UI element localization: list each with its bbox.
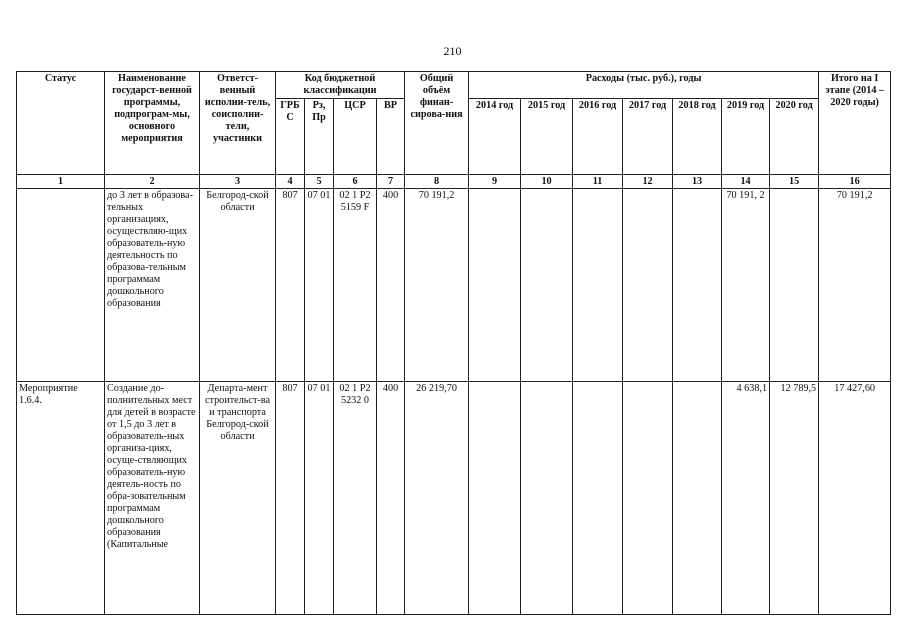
- header-rz-pr: Рз, Пр: [305, 99, 334, 175]
- column-number: 12: [623, 175, 673, 189]
- header-vr: ВР: [377, 99, 405, 175]
- column-number: 5: [305, 175, 334, 189]
- header-stage-total: Итого на I этапе (2014 – 2020 годы): [819, 72, 891, 175]
- column-number: 15: [770, 175, 819, 189]
- column-number: 11: [573, 175, 623, 189]
- column-number: 1: [17, 175, 105, 189]
- column-number: 10: [521, 175, 573, 189]
- column-number: 2: [105, 175, 200, 189]
- table-row: [17, 382, 891, 615]
- cell-2017: [623, 189, 673, 382]
- column-number: 16: [819, 175, 891, 189]
- header-status: Статус: [17, 72, 105, 175]
- cell-name: до 3 лет в образова-тельных организациях, осуществляю-щих образователь-ную деятельность по образова-тельным программам дошкольного образования: [105, 189, 200, 382]
- column-number: 6: [334, 175, 377, 189]
- cell-csr: 02 1 Р2 5232 0: [334, 382, 377, 615]
- cell-total: 70 191,2: [405, 189, 469, 382]
- cell-csr: 02 1 Р2 5159 F: [334, 189, 377, 382]
- cell-2017: [623, 382, 673, 615]
- cell-responsible: Белгород-ской области: [200, 189, 276, 382]
- cell-2019: 4 638,1: [722, 382, 770, 615]
- header-csr: ЦСР: [334, 99, 377, 175]
- header-grbs: ГРБ С: [276, 99, 305, 175]
- cell-2019: 70 191, 2: [722, 189, 770, 382]
- header-year-2017: 2017 год: [623, 99, 673, 175]
- header-year-2016: 2016 год: [573, 99, 623, 175]
- cell-stage-total: 17 427,60: [819, 382, 891, 615]
- cell-2015: [521, 189, 573, 382]
- cell-rz-pr: 07 01: [305, 189, 334, 382]
- column-number-row: [17, 175, 891, 189]
- header-responsible: Ответст-венный исполни-тель, соисполни-тели, участники: [200, 72, 276, 175]
- header-year-2015: 2015 год: [521, 99, 573, 175]
- cell-stage-total: 70 191,2: [819, 189, 891, 382]
- header-row-top: [17, 72, 891, 99]
- cell-status: Мероприятие 1.6.4.: [17, 382, 105, 615]
- header-year-2018: 2018 год: [673, 99, 722, 175]
- cell-grbs: 807: [276, 382, 305, 615]
- column-number: 3: [200, 175, 276, 189]
- cell-2015: [521, 382, 573, 615]
- column-number: 9: [469, 175, 521, 189]
- cell-2020: [770, 189, 819, 382]
- page-number: 210: [443, 44, 462, 58]
- cell-status: [17, 189, 105, 382]
- cell-2014: [469, 189, 521, 382]
- table-row: [17, 189, 891, 382]
- cell-2016: [573, 189, 623, 382]
- header-name: Наименование государст-венной программы, подпрограм-мы, основного мероприятия: [105, 72, 200, 175]
- cell-grbs: 807: [276, 189, 305, 382]
- column-number: 8: [405, 175, 469, 189]
- column-number: 4: [276, 175, 305, 189]
- header-expenses: Расходы (тыс. руб.), годы: [469, 72, 819, 99]
- cell-2018: [673, 189, 722, 382]
- cell-rz-pr: 07 01: [305, 382, 334, 615]
- header-year-2014: 2014 год: [469, 99, 521, 175]
- header-total: Общий объём финан-сирова-ния: [405, 72, 469, 175]
- header-year-2019: 2019 год: [722, 99, 770, 175]
- cell-total: 26 219,70: [405, 382, 469, 615]
- cell-responsible: Департа-мент строительст-ва и транспорта Белгород-ской области: [200, 382, 276, 615]
- budget-table: [16, 71, 891, 615]
- column-number: 13: [673, 175, 722, 189]
- cell-vr: 400: [377, 382, 405, 615]
- header-budget-code: Код бюджетной классификации: [276, 72, 405, 99]
- column-number: 7: [377, 175, 405, 189]
- column-number: 14: [722, 175, 770, 189]
- cell-2018: [673, 382, 722, 615]
- cell-name: Создание до-полнительных мест для детей в возрасте от 1,5 до 3 лет в образователь-ных организа-циях, осуще-ствляющих образователь-ную деятель-ность по обра-зовательным программам дошкольного образования (Капитальные: [105, 382, 200, 615]
- cell-2016: [573, 382, 623, 615]
- cell-2020: 12 789,5: [770, 382, 819, 615]
- header-year-2020: 2020 год: [770, 99, 819, 175]
- cell-2014: [469, 382, 521, 615]
- cell-vr: 400: [377, 189, 405, 382]
